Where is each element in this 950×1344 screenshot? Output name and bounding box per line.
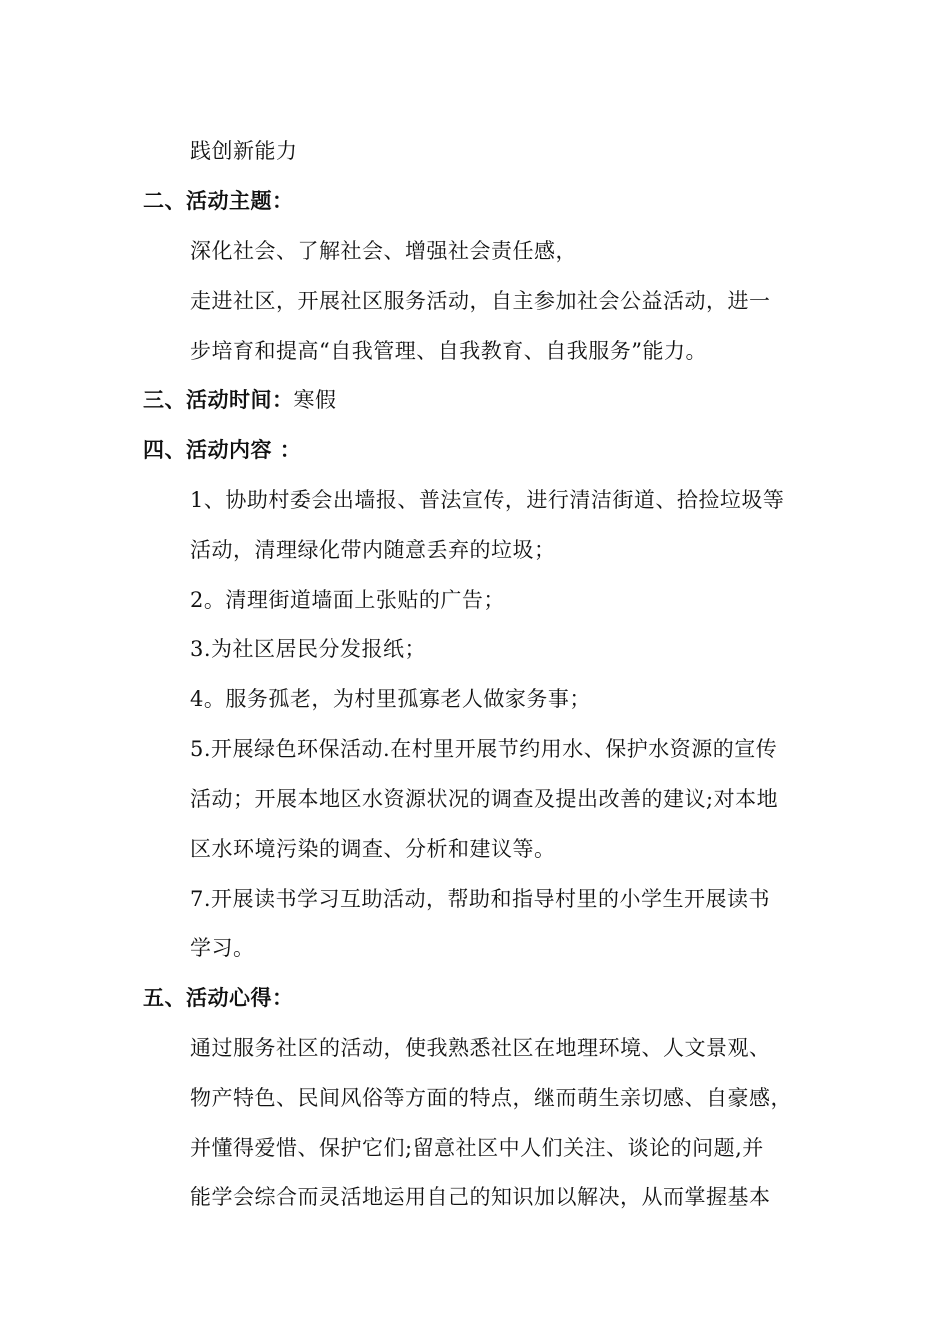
section-2-line-3: 步培育和提高“自我管理、自我教育、自我服务”能力。 <box>190 339 707 363</box>
section-4-line-7: 活动；开展本地区水资源状况的调查及提出改善的建议;对本地 <box>190 787 779 811</box>
section-4-heading: 四、活动内容 ： <box>143 437 302 462</box>
section-5-line-3: 并懂得爱惜、保护它们;留意社区中人们关注、谈论的问题,并 <box>190 1136 764 1160</box>
section-2-line-1: 深化社会、了解社会、增强社会责任感， <box>190 239 577 263</box>
section-3-heading: 三、活动时间： <box>143 387 294 412</box>
section-3-value: 寒假 <box>293 388 337 412</box>
section-5-heading: 五、活动心得： <box>143 985 294 1010</box>
section-4-line-3: 2。清理街道墙面上张贴的广告； <box>190 588 505 612</box>
section-5-line-1: 通过服务社区的活动，使我熟悉社区在地理环境、人文景观、 <box>190 1036 771 1060</box>
section-2-line-2: 走进社区，开展社区服务活动，自主参加社会公益活动，进一 <box>190 289 771 313</box>
section-5-line-4: 能学会综合而灵活地运用自己的知识加以解决，从而掌握基本 <box>190 1185 771 1209</box>
section-4-line-9: 7.开展读书学习互助活动，帮助和指导村里的小学生开展读书 <box>190 887 771 911</box>
section-4-line-8: 区水环境污染的调查、分析和建议等。 <box>190 837 556 861</box>
section-4-line-10: 学习。 <box>190 936 255 960</box>
section-4-line-2: 活动，清理绿化带内随意丢弃的垃圾； <box>190 538 556 562</box>
section-4-line-6: 5.开展绿色环保活动.在村里开展节约用水、保护水资源的宣传 <box>190 737 778 761</box>
intro-tail-line: 践创新能力 <box>190 139 298 163</box>
section-4-line-1: 1、协助村委会出墙报、普法宣传，进行清洁街道、拾捡垃圾等 <box>190 488 785 512</box>
section-3-line <box>143 385 337 415</box>
section-2-heading: 二、活动主题： <box>143 188 294 213</box>
section-4-line-5: 4。服务孤老，为村里孤寡老人做家务事； <box>190 687 591 711</box>
section-4-line-4: 3.为社区居民分发报纸； <box>190 637 427 661</box>
section-5-line-2: 物产特色、民间风俗等方面的特点，继而萌生亲切感、自豪感， <box>190 1086 792 1110</box>
